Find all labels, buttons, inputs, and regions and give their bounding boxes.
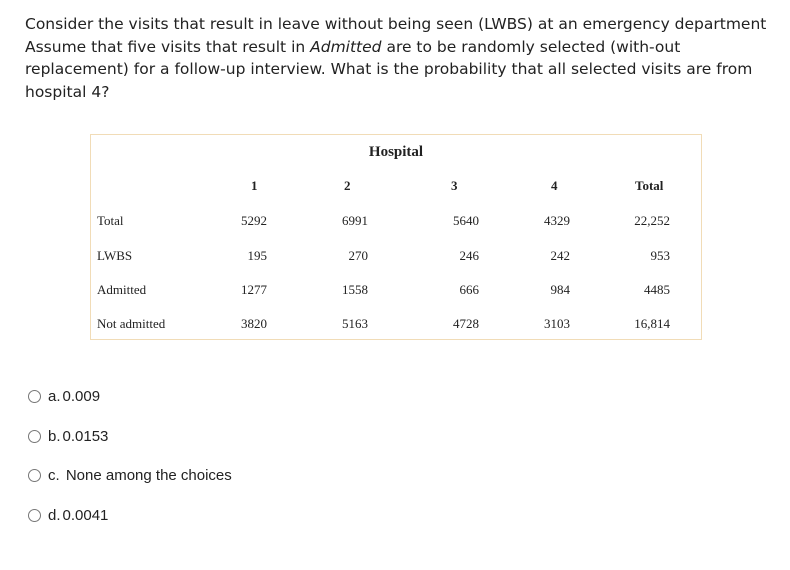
column-header: Total [635, 178, 664, 193]
radio-button[interactable] [28, 430, 41, 443]
option-letter: d. [48, 506, 61, 524]
table-cell: 984 [550, 282, 570, 297]
table-cell: 5163 [342, 316, 368, 331]
option-a[interactable] [28, 385, 100, 407]
question-line-3: replacement) for a follow-up interview. What is the probability that all selected visits are from [25, 60, 753, 78]
column-header: 2 [344, 178, 351, 193]
question-line-4: hospital 4? [25, 82, 110, 101]
table-cell: 195 [247, 248, 267, 263]
radio-button[interactable] [28, 390, 41, 403]
data-table [90, 134, 702, 340]
table-cell: 3103 [544, 316, 570, 331]
table-cell: 3820 [241, 316, 267, 331]
question-text [25, 13, 780, 103]
table-cell: 4329 [544, 213, 570, 228]
radio-button[interactable] [28, 469, 41, 482]
row-label: Admitted [97, 282, 147, 297]
question-line-2-start: Assume that five visits that result in [25, 37, 311, 56]
table-cell: 1558 [342, 282, 368, 297]
table-cell: 6991 [342, 213, 368, 228]
row-label: Total [97, 213, 124, 228]
table-cell: 953 [650, 248, 670, 263]
table-cell: 270 [348, 248, 368, 263]
option-letter: b. [48, 427, 61, 445]
option-text: 0.0153 [62, 427, 109, 445]
question-line-2-end: are to be randomly selected (with-out [381, 37, 681, 56]
table-cell: 22,252 [634, 213, 670, 228]
table-cell: 5640 [453, 213, 479, 228]
option-text: 0.0041 [62, 506, 109, 524]
table-cell: 666 [459, 282, 479, 297]
option-letter: a. [48, 387, 61, 405]
question-line-2 [25, 36, 780, 59]
option-d[interactable] [28, 504, 108, 526]
row-label: LWBS [97, 248, 133, 263]
question-line-1: Consider the visits that result in leave without being seen (LWBS) at an emergency department [25, 15, 767, 33]
column-header: 3 [451, 178, 458, 193]
table-cell: 5292 [241, 213, 267, 228]
option-letter: c. [48, 466, 60, 484]
option-b[interactable] [28, 425, 108, 447]
table-group-header: Hospital [368, 144, 424, 160]
column-header: 1 [251, 178, 258, 193]
radio-button[interactable] [28, 509, 41, 522]
table-cell: 246 [459, 248, 479, 263]
question-emphasis: Admitted [310, 37, 382, 56]
option-text: None among the choices [61, 466, 232, 484]
table-cell: 16,814 [634, 316, 670, 331]
table-cell: 4728 [453, 316, 479, 331]
table-cell: 242 [550, 248, 570, 263]
option-text: 0.009 [62, 387, 101, 405]
option-c[interactable] [28, 464, 232, 486]
table-cell: 1277 [241, 282, 267, 297]
column-header: 4 [551, 178, 558, 193]
row-label: Not admitted [97, 316, 166, 331]
table-cell: 4485 [644, 282, 670, 297]
